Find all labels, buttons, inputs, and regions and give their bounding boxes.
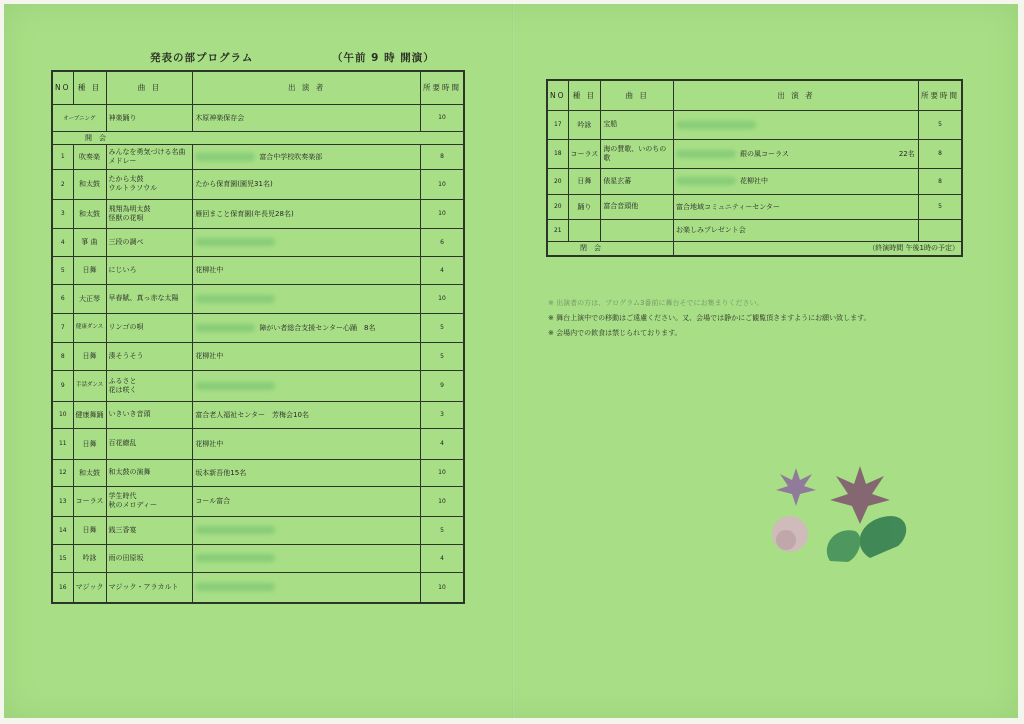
note-1: ※ 出演者の方は、プログラム3番前に舞台そでにお集まりください。 [548,299,764,307]
row-type: 踊り [568,194,601,219]
row-performer [193,459,421,486]
header-no: NO [52,71,73,104]
row-type: 吹奏楽 [73,144,106,169]
row-title: 和太鼓の演舞 [106,459,193,486]
row-time: 5 [420,516,464,544]
table-row [52,256,464,284]
table-row [52,228,464,256]
row-time: 4 [420,544,464,572]
row-no: 17 [547,110,568,139]
row-time: 10 [420,284,464,313]
row-no: 5 [52,256,73,284]
table-header [547,80,962,110]
row-type: 和太鼓 [73,169,106,199]
row-no: 18 [547,139,568,168]
row-no: 2 [52,169,73,199]
performer-text: 雁回まこと保育園(年長児28名) [195,209,294,218]
row-time: 9 [420,370,464,401]
center-fold [512,4,514,718]
program-table-left [51,70,465,604]
redacted-name [676,121,756,129]
row-title: 学生時代 秋のメロディー [106,486,193,516]
row-title: 俵星玄蕃 [601,168,674,194]
row-no: 8 [52,342,73,370]
table-row [52,370,464,401]
redacted-name [676,150,736,158]
row-type: 大正琴 [73,284,106,313]
row-title: 三段の調べ [106,228,193,256]
row-performer [193,401,421,428]
performer-text: 花柳社中 [195,439,224,448]
table-row [52,342,464,370]
right-rows [547,110,962,241]
row-no: 7 [52,313,73,342]
performer-text: 富合中学校吹奏楽部 [259,152,323,161]
table-row [52,428,464,459]
row-time: 5 [420,342,464,370]
row-performer [193,572,421,603]
row-type: 日舞 [73,256,106,284]
row-type: 吟詠 [73,544,106,572]
row-time: 3 [420,401,464,428]
opening-performer: 木原神楽保存会 [193,104,421,131]
close-row [547,241,962,256]
table-row [547,219,962,241]
row-performer [674,110,919,139]
performer-text: 花柳社中 [740,177,769,185]
row-title: 早春賦、真っ赤な太陽 [106,284,193,313]
row-time: 10 [420,169,464,199]
row-performer [193,284,421,313]
row-no: 15 [52,544,73,572]
open-row [52,131,464,144]
row-type: 日舞 [73,516,106,544]
row-type: 健康舞踊 [73,401,106,428]
table-row [52,486,464,516]
close-note: （終演時間 午後1時の予定） [674,241,962,256]
row-time: 8 [918,139,962,168]
row-title: たから太鼓 ウルトラソウル [106,169,193,199]
redacted-name [195,295,275,303]
performer-text: 富合老人福祉センター 芳梅会10名 [195,410,309,419]
table-row [52,284,464,313]
notes [548,296,871,341]
row-performer [193,516,421,544]
row-no: 13 [52,486,73,516]
row-no: 10 [52,401,73,428]
performer-text: 花柳社中 [195,352,224,360]
row-performer [193,342,421,370]
table-row [52,144,464,169]
table-row [547,194,962,219]
row-type: マジック [73,572,106,603]
row-performer [193,144,421,169]
row-title: 海の賛歌、いのちの歌 [601,139,674,168]
performer-text: 富合地域コミュニティーセンター [676,202,780,211]
row-title: リンゴの唄 [106,313,193,342]
performer-count: 22名 [898,149,915,158]
row-no: 11 [52,428,73,459]
table-row [52,544,464,572]
header-title: 曲 目 [106,71,193,104]
row-title: にじいろ [106,256,193,284]
row-no: 3 [52,199,73,228]
table-row [547,168,962,194]
row-time [918,219,962,241]
row-title: いきいき音頭 [106,401,193,428]
row-title: 雨の田原坂 [106,544,193,572]
close-label: 閉 会 [547,241,674,256]
row-title: 百花繚乱 [106,428,193,459]
maple-leaf-large-icon [830,466,890,524]
row-type: 日舞 [73,342,106,370]
row-type: 健康ダンス [73,313,106,342]
table-row [52,169,464,199]
redacted-name [195,583,275,591]
redacted-name [676,177,736,185]
header-title: 曲 目 [601,80,674,110]
row-title: マジック・アラカルト [106,572,193,603]
row-title: 宝船 [601,110,674,139]
header-performer: 出 演 者 [193,71,421,104]
row-type: 箏 曲 [73,228,106,256]
header-performer: 出 演 者 [674,80,919,110]
row-title: 湊そうそう [106,342,193,370]
table-header [52,71,464,104]
row-time: 10 [420,486,464,516]
note-2: ※ 舞台上演中での移動はご遠慮ください。又、会場では静かにご観覧頂きますようにお願い致します。 [548,314,871,322]
row-title [601,219,674,241]
row-title: 富合音頭他 [601,194,674,219]
maple-leaf-small-icon [776,468,816,506]
left-rows [52,144,464,603]
header-type: 種 目 [568,80,601,110]
row-time: 4 [420,428,464,459]
row-time: 10 [420,572,464,603]
row-time: 8 [420,144,464,169]
table-row [547,110,962,139]
performer-text: お楽しみプレゼント会 [676,226,746,234]
table-row [52,199,464,228]
row-performer [193,228,421,256]
row-title: 飛翔為明太鼓 怪獣の花唄 [106,199,193,228]
row-type: 手話ダンス [73,370,106,401]
row-no: 6 [52,284,73,313]
ginkgo-leaf-icon [827,516,906,562]
program-table-right [546,79,963,257]
start-time-note: （午前 9 時 開演） [332,52,435,64]
row-no: 14 [52,516,73,544]
row-time: 10 [420,199,464,228]
page-title: 発表の部プログラム [150,52,254,64]
table-row [52,401,464,428]
header-time: 所要時間 [918,80,962,110]
row-no: 4 [52,228,73,256]
opening-row [52,104,464,131]
table-row [52,459,464,486]
redacted-name [195,238,275,246]
row-type [568,219,601,241]
row-performer [193,256,421,284]
row-performer [674,168,919,194]
row-title: 銭三香宴 [106,516,193,544]
performer-text: 花柳社中 [195,266,224,274]
row-performer [674,194,919,219]
opening-title: 神楽踊り [106,104,193,131]
redacted-name [195,526,275,534]
row-no: 16 [52,572,73,603]
table-row [52,313,464,342]
row-type: 和太鼓 [73,459,106,486]
table-row [52,516,464,544]
row-no: 9 [52,370,73,401]
autumn-leaves-illustration [760,466,920,576]
table-row [547,139,962,168]
row-time: 6 [420,228,464,256]
row-performer [193,169,421,199]
row-time: 5 [918,194,962,219]
opening-type: オープニング [52,104,106,131]
note-3: ※ 会場内での飲食は禁じられております。 [548,329,682,337]
redacted-name [195,382,275,390]
row-no: 12 [52,459,73,486]
row-performer [193,486,421,516]
opening-time: 10 [420,104,464,131]
row-time: 5 [918,110,962,139]
row-no: 20 [547,194,568,219]
performer-text: コール富合 [195,497,231,505]
performer-text: 障がい者総合支援センター心踊 8名 [259,323,376,332]
performer-text: たから保育園(園児31名) [195,180,273,188]
redacted-name [195,153,255,161]
redacted-name [195,324,255,332]
row-title: ふるさと 花は咲く [106,370,193,401]
open-label: 開 会 [52,131,464,144]
row-no: 1 [52,144,73,169]
header-type: 種 目 [73,71,106,104]
row-no: 20 [547,168,568,194]
performer-text: 坂本新吾他15名 [195,468,247,477]
row-type: 和太鼓 [73,199,106,228]
chestnut-icon [772,516,808,552]
row-performer [674,219,919,241]
row-type: 日舞 [568,168,601,194]
row-performer [193,544,421,572]
row-title: みんなを勇気づける名曲メドレー [106,144,193,169]
row-time: 10 [420,459,464,486]
row-no: 21 [547,219,568,241]
row-performer [193,370,421,401]
row-type: コーラス [568,139,601,168]
table-row [52,572,464,603]
row-type: 吟詠 [568,110,601,139]
row-type: 日舞 [73,428,106,459]
row-performer [193,428,421,459]
row-type: コーラス [73,486,106,516]
redacted-name [195,554,275,562]
performer-text: 銀の風コーラス [740,149,789,158]
header-no: NO [547,80,568,110]
row-time: 8 [918,168,962,194]
row-time: 4 [420,256,464,284]
row-performer [193,199,421,228]
row-time: 5 [420,313,464,342]
row-performer [674,139,919,168]
header-time: 所要時間 [420,71,464,104]
row-performer [193,313,421,342]
